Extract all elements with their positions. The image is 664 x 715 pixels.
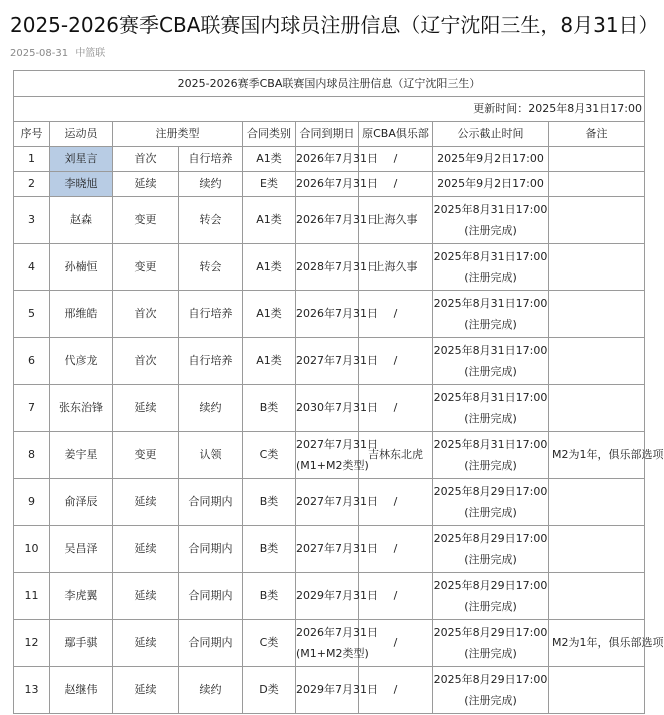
registration-type: 首次 bbox=[113, 147, 179, 172]
table-row bbox=[14, 338, 645, 385]
registration-table bbox=[13, 70, 664, 714]
deadline-time: 2025年8月31日17:00 bbox=[433, 344, 548, 357]
update-time: 更新时间：2025年8月31日17:00 bbox=[14, 97, 645, 122]
contract-class: C类 bbox=[243, 620, 296, 667]
contract-expiry-type: (M1+M2类型) bbox=[296, 459, 369, 472]
player-name: 邢维皓 bbox=[50, 291, 113, 338]
contract-class: B类 bbox=[243, 573, 296, 620]
row-number: 8 bbox=[14, 432, 50, 479]
contract-class: C类 bbox=[243, 432, 296, 479]
contract-class: E类 bbox=[243, 172, 296, 197]
table-row bbox=[14, 385, 645, 432]
deadline-time: 2025年8月31日17:00 bbox=[433, 438, 548, 451]
row-number: 2 bbox=[14, 172, 50, 197]
registration-status: (注册完成) bbox=[464, 412, 517, 425]
registration-status: (注册完成) bbox=[464, 694, 517, 707]
player-name: 代彦龙 bbox=[50, 338, 113, 385]
contract-expiry: 2026年7月31日 bbox=[296, 291, 359, 338]
table-row bbox=[14, 667, 645, 714]
publicity-deadline bbox=[433, 338, 549, 385]
contract-expiry-date: 2026年7月31日 bbox=[296, 626, 378, 639]
contract-expiry: 2026年7月31日 bbox=[296, 197, 359, 244]
publicity-deadline bbox=[433, 244, 549, 291]
registration-status: (注册完成) bbox=[464, 224, 517, 237]
remark: M2为1年，俱乐部选项 bbox=[549, 432, 645, 479]
registration-type: 首次 bbox=[113, 291, 179, 338]
registration-type: 延续 bbox=[113, 667, 179, 714]
registration-status: (注册完成) bbox=[464, 459, 517, 472]
previous-club: / bbox=[359, 526, 433, 573]
player-name: 赵森 bbox=[50, 197, 113, 244]
deadline-time: 2025年8月29日17:00 bbox=[433, 673, 548, 686]
player-name: 李晓旭 bbox=[50, 172, 113, 197]
registration-subtype: 转会 bbox=[179, 197, 243, 244]
contract-class: A1类 bbox=[243, 147, 296, 172]
table-row bbox=[14, 244, 645, 291]
registration-type: 延续 bbox=[113, 172, 179, 197]
deadline-time: 2025年8月31日17:00 bbox=[433, 297, 548, 310]
registration-subtype: 合同期内 bbox=[179, 573, 243, 620]
previous-club: 上海久事 bbox=[359, 244, 433, 291]
registration-subtype: 续约 bbox=[179, 667, 243, 714]
source-link[interactable]: 中篮联 bbox=[75, 48, 106, 59]
publicity-deadline bbox=[433, 667, 549, 714]
registration-subtype: 自行培养 bbox=[179, 291, 243, 338]
deadline-time: 2025年8月29日17:00 bbox=[433, 626, 548, 639]
previous-club: 吉林东北虎 bbox=[359, 432, 433, 479]
contract-expiry: 2027年7月31日 bbox=[296, 526, 359, 573]
publicity-deadline bbox=[433, 620, 549, 667]
publicity-deadline bbox=[433, 432, 549, 479]
remark bbox=[549, 172, 645, 197]
remark bbox=[549, 147, 645, 172]
deadline-time: 2025年8月31日17:00 bbox=[433, 203, 548, 216]
header-cell: 备注 bbox=[549, 122, 645, 147]
contract-expiry bbox=[296, 432, 378, 479]
header-cell: 公示截止时间 bbox=[433, 122, 549, 147]
player-name: 吴昌泽 bbox=[50, 526, 113, 573]
header-cell: 合同类别 bbox=[243, 122, 296, 147]
article-meta bbox=[10, 44, 109, 59]
publicity-deadline bbox=[433, 291, 549, 338]
row-number: 6 bbox=[14, 338, 50, 385]
row-number: 5 bbox=[14, 291, 50, 338]
page-title: 2025-2026赛季CBA联赛国内球员注册信息（辽宁沈阳三生，8月31日） bbox=[10, 13, 659, 37]
contract-expiry bbox=[296, 620, 378, 667]
registration-type: 延续 bbox=[113, 526, 179, 573]
header-cell: 原CBA俱乐部 bbox=[359, 122, 433, 147]
registration-status: (注册完成) bbox=[464, 647, 517, 660]
remark bbox=[549, 526, 645, 573]
table-header-row bbox=[14, 122, 645, 147]
registration-subtype: 转会 bbox=[179, 244, 243, 291]
player-name: 鄢手骐 bbox=[50, 620, 113, 667]
contract-class: A1类 bbox=[243, 291, 296, 338]
registration-subtype: 续约 bbox=[179, 385, 243, 432]
previous-club: / bbox=[359, 338, 433, 385]
registration-subtype: 合同期内 bbox=[179, 620, 243, 667]
table-row bbox=[14, 197, 645, 244]
previous-club: / bbox=[359, 479, 433, 526]
table-row bbox=[14, 172, 645, 197]
publicity-deadline bbox=[433, 573, 549, 620]
contract-expiry: 2026年7月31日 bbox=[296, 147, 359, 172]
row-number: 10 bbox=[14, 526, 50, 573]
contract-class: A1类 bbox=[243, 197, 296, 244]
remark bbox=[549, 338, 645, 385]
table-row bbox=[14, 432, 645, 479]
publicity-deadline bbox=[433, 526, 549, 573]
contract-expiry: 2026年7月31日 bbox=[296, 172, 359, 197]
registration-type: 延续 bbox=[113, 573, 179, 620]
registration-status: (注册完成) bbox=[464, 506, 517, 519]
table-caption-row bbox=[14, 71, 645, 97]
publicity-deadline bbox=[433, 479, 549, 526]
deadline-time: 2025年8月29日17:00 bbox=[433, 532, 548, 545]
registration-type: 延续 bbox=[113, 479, 179, 526]
publicity-deadline bbox=[433, 197, 549, 244]
row-number: 1 bbox=[14, 147, 50, 172]
publish-date: 2025-08-31 bbox=[10, 48, 69, 59]
registration-type: 变更 bbox=[113, 197, 179, 244]
registration-type: 延续 bbox=[113, 620, 179, 667]
table-caption: 2025-2026赛季CBA联赛国内球员注册信息（辽宁沈阳三生） bbox=[14, 71, 645, 97]
remark bbox=[549, 573, 645, 620]
registration-type: 变更 bbox=[113, 244, 179, 291]
remark bbox=[549, 479, 645, 526]
remark bbox=[549, 291, 645, 338]
previous-club: / bbox=[359, 573, 433, 620]
player-name: 孙楠恒 bbox=[50, 244, 113, 291]
table-row bbox=[14, 620, 645, 667]
previous-club: 上海久事 bbox=[359, 197, 433, 244]
previous-club: / bbox=[359, 291, 433, 338]
registration-subtype: 认领 bbox=[179, 432, 243, 479]
registration-subtype: 自行培养 bbox=[179, 147, 243, 172]
row-number: 13 bbox=[14, 667, 50, 714]
remark: M2为1年，俱乐部选项 bbox=[549, 620, 645, 667]
registration-type: 变更 bbox=[113, 432, 179, 479]
contract-expiry: 2029年7月31日 bbox=[296, 573, 359, 620]
registration-subtype: 续约 bbox=[179, 172, 243, 197]
player-name: 张东治锋 bbox=[50, 385, 113, 432]
contract-class: A1类 bbox=[243, 338, 296, 385]
deadline-time: 2025年8月29日17:00 bbox=[433, 485, 548, 498]
table-row bbox=[14, 526, 645, 573]
contract-class: B类 bbox=[243, 385, 296, 432]
header-cell: 注册类型 bbox=[113, 122, 243, 147]
publicity-deadline bbox=[433, 385, 549, 432]
registration-status: (注册完成) bbox=[464, 271, 517, 284]
row-number: 9 bbox=[14, 479, 50, 526]
previous-club: / bbox=[359, 620, 433, 667]
remark bbox=[549, 385, 645, 432]
table-row bbox=[14, 291, 645, 338]
remark bbox=[549, 197, 645, 244]
previous-club: / bbox=[359, 147, 433, 172]
contract-expiry: 2027年7月31日 bbox=[296, 338, 359, 385]
row-number: 11 bbox=[14, 573, 50, 620]
registration-subtype: 自行培养 bbox=[179, 338, 243, 385]
registration-type: 延续 bbox=[113, 385, 179, 432]
player-name: 赵继伟 bbox=[50, 667, 113, 714]
registration-status: (注册完成) bbox=[464, 600, 517, 613]
registration-subtype: 合同期内 bbox=[179, 479, 243, 526]
player-name: 李虎翼 bbox=[50, 573, 113, 620]
table-row bbox=[14, 479, 645, 526]
previous-club: / bbox=[359, 172, 433, 197]
contract-expiry: 2028年7月31日 bbox=[296, 244, 359, 291]
contract-class: D类 bbox=[243, 667, 296, 714]
contract-expiry-type: (M1+M2类型) bbox=[296, 647, 369, 660]
registration-status: (注册完成) bbox=[464, 318, 517, 331]
registration-type: 首次 bbox=[113, 338, 179, 385]
player-name: 姜宇星 bbox=[50, 432, 113, 479]
registration-status: (注册完成) bbox=[464, 553, 517, 566]
player-name: 刘星言 bbox=[50, 147, 113, 172]
contract-expiry-date: 2027年7月31日 bbox=[296, 438, 378, 451]
update-time-row bbox=[14, 97, 645, 122]
previous-club: / bbox=[359, 667, 433, 714]
remark bbox=[549, 667, 645, 714]
header-cell: 序号 bbox=[14, 122, 50, 147]
row-number: 7 bbox=[14, 385, 50, 432]
contract-expiry: 2027年7月31日 bbox=[296, 479, 359, 526]
player-name: 俞泽辰 bbox=[50, 479, 113, 526]
remark bbox=[549, 244, 645, 291]
deadline-time: 2025年8月29日17:00 bbox=[433, 579, 548, 592]
header-cell: 运动员 bbox=[50, 122, 113, 147]
deadline-time: 2025年8月31日17:00 bbox=[433, 250, 548, 263]
deadline-time: 2025年8月31日17:00 bbox=[433, 391, 548, 404]
publicity-deadline: 2025年9月2日17:00 bbox=[433, 147, 549, 172]
contract-class: B类 bbox=[243, 526, 296, 573]
table-row bbox=[14, 147, 645, 172]
contract-class: B类 bbox=[243, 479, 296, 526]
publicity-deadline: 2025年9月2日17:00 bbox=[433, 172, 549, 197]
row-number: 12 bbox=[14, 620, 50, 667]
header-cell: 合同到期日 bbox=[296, 122, 359, 147]
table-row bbox=[14, 573, 645, 620]
contract-expiry: 2030年7月31日 bbox=[296, 385, 359, 432]
registration-subtype: 合同期内 bbox=[179, 526, 243, 573]
contract-class: A1类 bbox=[243, 244, 296, 291]
contract-expiry: 2029年7月31日 bbox=[296, 667, 359, 714]
previous-club: / bbox=[359, 385, 433, 432]
row-number: 4 bbox=[14, 244, 50, 291]
registration-status: (注册完成) bbox=[464, 365, 517, 378]
row-number: 3 bbox=[14, 197, 50, 244]
